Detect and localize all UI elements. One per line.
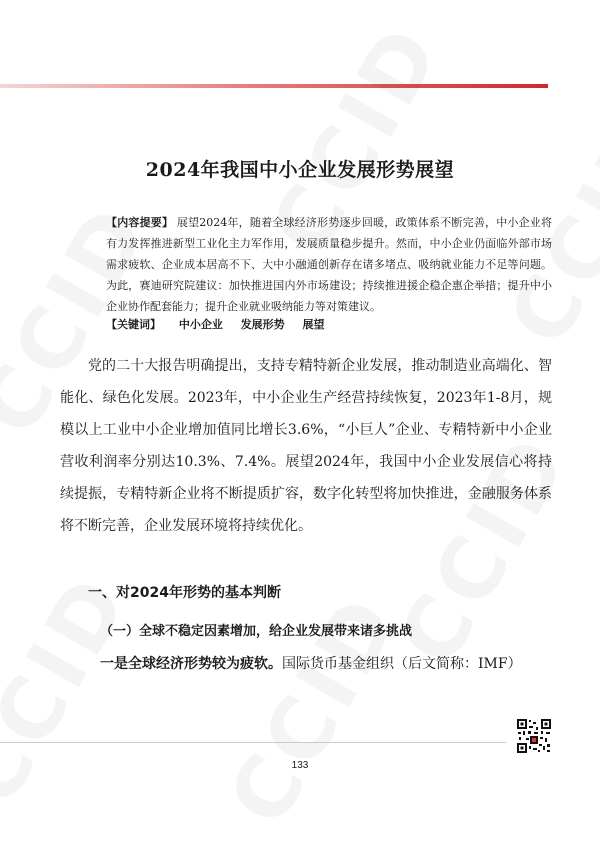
keywords	[106, 316, 339, 332]
abstract-tag: 【内容提要】	[106, 216, 174, 229]
header-rule	[0, 84, 548, 88]
section-heading: 一、对2024年形势的基本判断	[88, 585, 281, 601]
body-paragraph: 党的二十大报告明确提出，支持专精特新企业发展，推动制造业高端化、智能化、绿色化发展。2023年，中小企业生产经营持续恢复，2023年1-8月，规模以上工业中小企业增加值同比增长3.6%，“小巨人”企业、专精特新中小企业营收利润率分别达10.3%、7.4%。展望2024年，我国中小企业发展信心将持续提振，专精特新企业将不断提质扩容，数字化转型将加快推进，金融服务体系将不断完善，企业发展环境将持续优化。	[60, 358, 552, 534]
keywords-tag: 【关键词】	[106, 318, 161, 331]
abstract	[106, 212, 552, 317]
page-title: 2024年我国中小企业发展形势展望	[145, 159, 455, 181]
watermark	[210, 577, 419, 841]
paragraph-start	[100, 653, 560, 673]
abstract-text: 展望2024年，随着全球经济形势逐步回暖，政策体系不断完善，中小企业将有力发挥推进新型工业化主力军作用，发展质量稳步提升。然而，中小企业仍面临外部市场需求疲软、企业成本居高不下、大中小融通创新存在诸多堵点、吸纳就业能力不足等问题。为此，赛迪研究院建议：加快推进国内外市场建设；持续推进援企稳企惠企举措；提升中小企业协作配套能力；提升企业就业吸纳能力等对策建议。	[106, 216, 553, 313]
subsection-heading: （一）全球不稳定因素增加，给企业发展带来诸多挑战	[100, 624, 413, 639]
footer-rule	[0, 742, 506, 743]
paragraph-rest: 国际货币基金组织（后文简称：IMF）	[282, 656, 522, 672]
keyword: 发展形势	[240, 318, 285, 331]
page-number: 133	[291, 760, 309, 771]
keyword: 展望	[302, 318, 325, 331]
paragraph-lead: 一是全球经济形势较为疲软。	[100, 656, 282, 672]
keyword: 中小企业	[178, 318, 223, 331]
qr-code-icon	[516, 718, 552, 754]
